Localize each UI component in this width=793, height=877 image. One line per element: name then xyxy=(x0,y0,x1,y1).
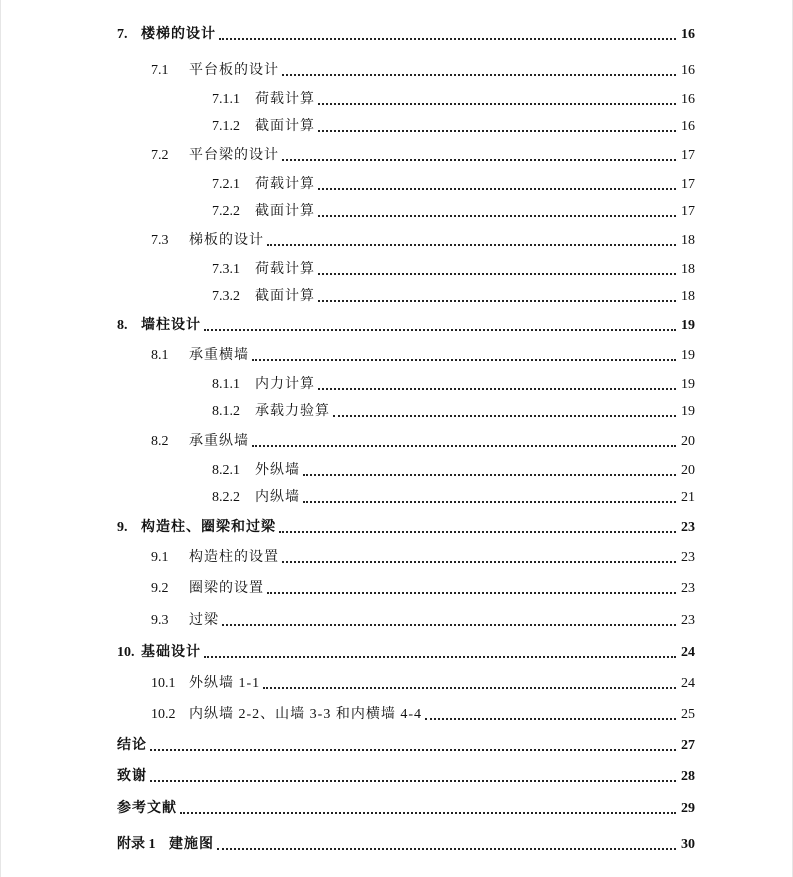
toc-entry-title: 荷载计算 xyxy=(255,177,315,192)
toc-entry-page: 23 xyxy=(681,581,695,596)
toc-entry[interactable] xyxy=(1,343,695,365)
toc-entry-page: 23 xyxy=(681,613,695,628)
dot-leader xyxy=(219,38,676,40)
toc-entry[interactable] xyxy=(1,515,695,537)
dot-leader xyxy=(204,329,676,331)
toc-entry[interactable] xyxy=(1,671,695,693)
toc-entry-title: 外纵墙 xyxy=(255,463,300,478)
toc-entry-title: 致谢 xyxy=(117,769,147,784)
toc-entry-page: 19 xyxy=(681,404,695,419)
toc-entry-page: 19 xyxy=(681,348,695,363)
toc-entry-title: 构造柱、圈梁和过梁 xyxy=(141,520,276,535)
dot-leader xyxy=(318,215,676,217)
toc-entry-number: 8.1.1 xyxy=(212,377,240,392)
dot-leader xyxy=(222,624,676,626)
dot-leader xyxy=(267,592,676,594)
toc-entry[interactable] xyxy=(1,399,695,421)
dot-leader xyxy=(318,388,676,390)
toc-entry[interactable] xyxy=(1,796,695,818)
toc-entry[interactable] xyxy=(1,22,695,44)
toc-entry-page: 21 xyxy=(681,490,695,505)
toc-entry-number: 10.1 xyxy=(151,676,176,691)
toc-entry-title: 平台板的设计 xyxy=(189,63,279,78)
toc-entry-page: 24 xyxy=(681,645,695,660)
toc-entry-title: 荷载计算 xyxy=(255,92,315,107)
toc-entry-page: 24 xyxy=(681,676,695,691)
toc-entry-number: 8.2 xyxy=(151,434,169,449)
toc-entry-number: 7.1.2 xyxy=(212,119,240,134)
toc-entry-number: 7.2 xyxy=(151,148,169,163)
toc-entry-number: 7.3.2 xyxy=(212,289,240,304)
toc-entry[interactable] xyxy=(1,87,695,109)
toc-entry-number: 7.1 xyxy=(151,63,169,78)
toc-entry-title: 建施图 xyxy=(169,837,214,852)
toc-entry-page: 23 xyxy=(681,550,695,565)
toc-entry-page: 28 xyxy=(681,769,695,784)
toc-entry-number: 7. xyxy=(117,27,128,42)
dot-leader xyxy=(333,415,676,417)
toc-entry-number: 7.3 xyxy=(151,233,169,248)
toc-entry[interactable] xyxy=(1,58,695,80)
dot-leader xyxy=(318,103,676,105)
dot-leader xyxy=(282,159,676,161)
toc-entry-title: 承载力验算 xyxy=(255,404,330,419)
dot-leader xyxy=(318,130,676,132)
toc-entry[interactable] xyxy=(1,114,695,136)
toc-entry-number: 9. xyxy=(117,520,128,535)
toc-entry-title: 参考文献 xyxy=(117,801,177,816)
toc-entry-page: 18 xyxy=(681,289,695,304)
toc-entry[interactable] xyxy=(1,257,695,279)
toc-entry-title: 承重纵墙 xyxy=(189,434,249,449)
toc-entry-page: 16 xyxy=(681,119,695,134)
toc-entry-number: 8. xyxy=(117,318,128,333)
toc-entry-title: 平台梁的设计 xyxy=(189,148,279,163)
toc-entry-page: 19 xyxy=(681,377,695,392)
toc-entry[interactable] xyxy=(1,172,695,194)
toc-entry[interactable] xyxy=(1,284,695,306)
dot-leader xyxy=(252,445,676,447)
toc-entry-page: 25 xyxy=(681,707,695,722)
toc-entry[interactable] xyxy=(1,733,695,755)
toc-entry-title: 墙柱设计 xyxy=(141,318,201,333)
toc-entry-page: 27 xyxy=(681,738,695,753)
toc-entry-number: 10.2 xyxy=(151,707,176,722)
toc-entry-title: 内力计算 xyxy=(255,377,315,392)
toc-entry[interactable] xyxy=(1,832,695,854)
toc-entry-title: 承重横墙 xyxy=(189,348,249,363)
toc-entry-number: 7.2.1 xyxy=(212,177,240,192)
toc-entry[interactable] xyxy=(1,764,695,786)
toc-entry-page: 18 xyxy=(681,262,695,277)
toc-entry-title: 基础设计 xyxy=(141,645,201,660)
dot-leader xyxy=(318,300,676,302)
dot-leader xyxy=(318,273,676,275)
toc-entry-title: 楼梯的设计 xyxy=(141,27,216,42)
toc-entry-page: 20 xyxy=(681,463,695,478)
toc-entry-title: 截面计算 xyxy=(255,289,315,304)
toc-entry[interactable] xyxy=(1,429,695,451)
dot-leader xyxy=(303,501,676,503)
toc-entry[interactable] xyxy=(1,313,695,335)
toc-entry-page: 29 xyxy=(681,801,695,816)
toc-entry-title: 外纵墙 1-1 xyxy=(189,676,261,691)
toc-entry[interactable] xyxy=(1,702,695,724)
dot-leader xyxy=(180,812,676,814)
toc-entry-number: 7.2.2 xyxy=(212,204,240,219)
dot-leader xyxy=(263,687,676,689)
dot-leader xyxy=(282,74,676,76)
toc-entry[interactable] xyxy=(1,485,695,507)
toc-entry-page: 17 xyxy=(681,177,695,192)
toc-entry-title: 截面计算 xyxy=(255,119,315,134)
toc-entry-title: 构造柱的设置 xyxy=(189,550,279,565)
toc-entry[interactable] xyxy=(1,372,695,394)
toc-entry-title: 截面计算 xyxy=(255,204,315,219)
toc-entry-number: 8.2.1 xyxy=(212,463,240,478)
toc-entry-number: 附录 1 xyxy=(117,837,156,852)
toc-entry[interactable] xyxy=(1,640,695,662)
dot-leader xyxy=(150,749,676,751)
toc-entry-number: 10. xyxy=(117,645,135,660)
toc-entry-number: 9.1 xyxy=(151,550,169,565)
toc-entry-title: 结论 xyxy=(117,738,147,753)
toc-entry-title: 圈梁的设置 xyxy=(189,581,264,596)
toc-entry-title: 内纵墙 2-2、山墙 3-3 和内横墙 4-4 xyxy=(189,707,422,722)
dot-leader xyxy=(425,718,676,720)
toc-entry[interactable] xyxy=(1,608,695,630)
toc-entry-title: 梯板的设计 xyxy=(189,233,264,248)
toc-entry-number: 8.2.2 xyxy=(212,490,240,505)
toc-entry-number: 8.1 xyxy=(151,348,169,363)
toc-entry-page: 17 xyxy=(681,148,695,163)
toc-entry-number: 9.2 xyxy=(151,581,169,596)
toc-entry-page: 20 xyxy=(681,434,695,449)
toc-entry-page: 16 xyxy=(681,63,695,78)
toc-entry-number: 7.1.1 xyxy=(212,92,240,107)
toc-entry-page: 16 xyxy=(681,27,695,42)
toc-entry-page: 17 xyxy=(681,204,695,219)
dot-leader xyxy=(217,848,676,850)
toc-entry-page: 16 xyxy=(681,92,695,107)
dot-leader xyxy=(303,474,676,476)
toc-entry[interactable] xyxy=(1,143,695,165)
toc-entry[interactable] xyxy=(1,228,695,250)
toc-entry[interactable] xyxy=(1,199,695,221)
dot-leader xyxy=(279,531,676,533)
toc-entry-number: 8.1.2 xyxy=(212,404,240,419)
dot-leader xyxy=(252,359,676,361)
toc-entry[interactable] xyxy=(1,576,695,598)
toc-entry-title: 荷载计算 xyxy=(255,262,315,277)
toc-entry[interactable] xyxy=(1,458,695,480)
toc-entry-title: 过梁 xyxy=(189,613,219,628)
toc-entry-page: 23 xyxy=(681,520,695,535)
dot-leader xyxy=(204,656,676,658)
toc-entry-number: 7.3.1 xyxy=(212,262,240,277)
toc-entry[interactable] xyxy=(1,545,695,567)
dot-leader xyxy=(150,780,676,782)
toc-entry-page: 19 xyxy=(681,318,695,333)
toc-entry-number: 9.3 xyxy=(151,613,169,628)
toc-entry-page: 30 xyxy=(681,837,695,852)
dot-leader xyxy=(267,244,676,246)
dot-leader xyxy=(318,188,676,190)
toc-entry-page: 18 xyxy=(681,233,695,248)
toc-entry-title: 内纵墙 xyxy=(255,490,300,505)
dot-leader xyxy=(282,561,676,563)
